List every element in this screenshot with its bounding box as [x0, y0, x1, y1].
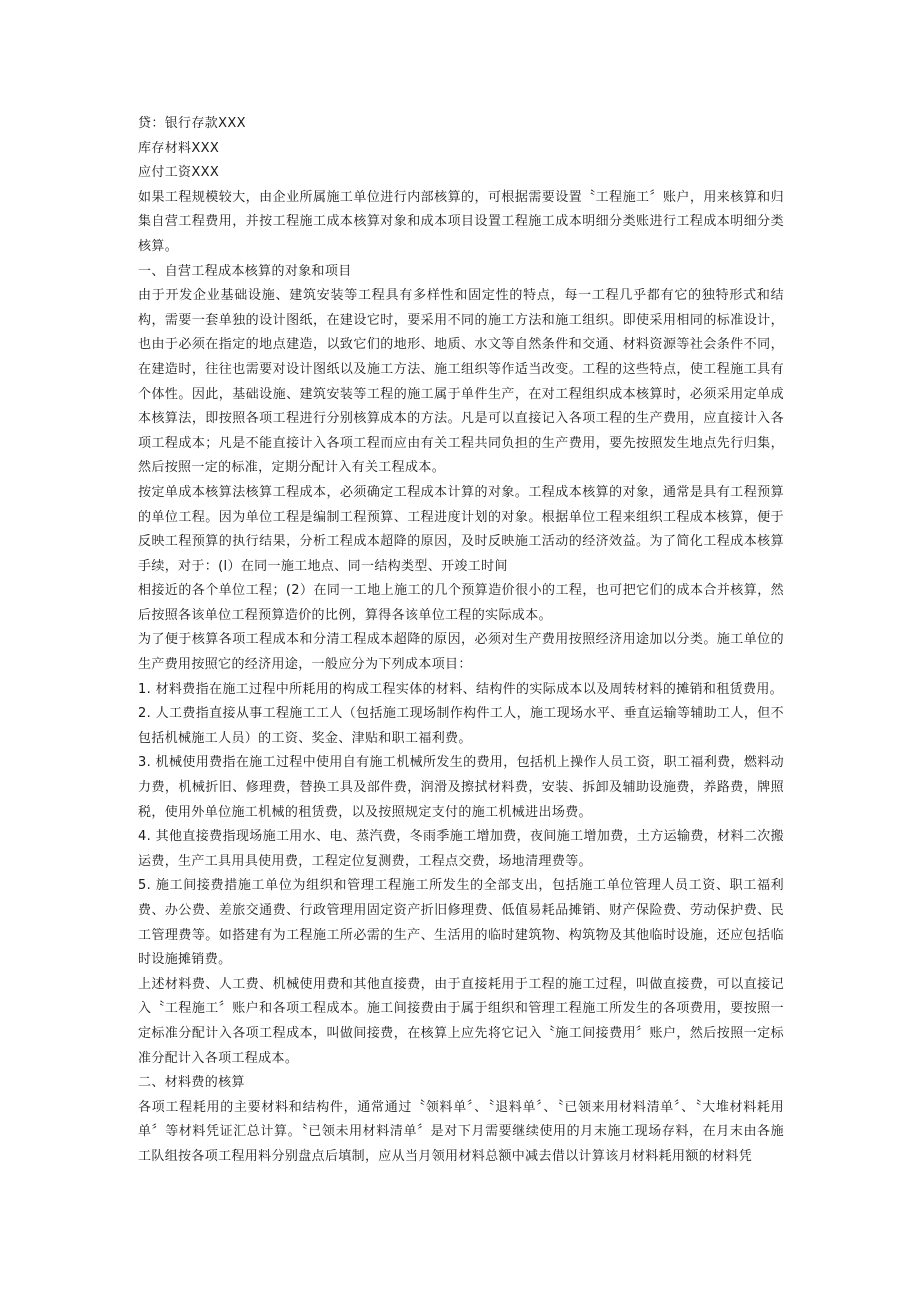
- section-heading: 二、材料费的核算: [138, 1075, 245, 1091]
- list-item: 4. 其他直接费指现场施工用水、电、蒸汽费，冬雨季施工增加费，夜间施工增加费，土方运输费，材料二次搬运费，生产工具用具使用费，工程定位复测费，工程点交费，场地清理费等。: [138, 829, 784, 869]
- list-item: 1. 材料费指在施工过程中所耗用的构成工程实体的材料、结构件的实际成本以及周转材料的摊销和租赁费用。: [138, 681, 784, 697]
- list-item: 5. 施工间接费措施工单位为组织和管理工程施工所发生的全部支出，包括施工单位管理人员工资、职工福利费、办公费、差旅交通费、行政管理用固定资产折旧修理费、低值易耗品摊销、财产保险费、劳动保护费、民工管理费等。如搭建有为工程施工所必需的生产、生活用的临时建筑物、构筑物及其他临时设施，还应包括临时设施摊销费。: [138, 878, 784, 968]
- paragraph: 为了便于核算各项工程成本和分清工程成本超降的原因，必须对生产费用按照经济用途加以分类。施工单位的生产费用按照它的经济用途，一般应分为下列成本项目：: [138, 632, 784, 673]
- paragraph: 相接近的各个单位工程；(2）在同一工地上施工的几个预算造价很小的工程，也可把它们的成本合并核算，然后按照各该单位工程预算造价的比例，算得各该单位工程的实际成本。: [138, 583, 784, 623]
- document-body: [138, 112, 784, 1170]
- section-heading: 一、自营工程成本核算的对象和项目: [138, 263, 352, 279]
- list-item: 2. 人工费指直接从事工程施工工人（包括施工现场制作构件工人，施工现场水平、垂直运输等辅助工人，但不包括机械施工人员）的工资、奖金、津贴和职工福利费。: [138, 706, 784, 746]
- paragraph: 如果工程规模较大，由企业所属施工单位进行内部核算的，可根据需要设置〝工程施工〞账户，用来核算和归集自营工程费用，并按工程施工成本核算对象和成本项目设置工程施工成本明细分类账进行工程成本明细分类核算。: [138, 189, 784, 254]
- paragraph: 各项工程耗用的主要材料和结构件，通常通过〝领料单〞、〝退料单〞、〝已领来用材料清单〞、〝大堆材料耗用单〞等材料凭证汇总计算。〝已领未用材料清单〞是对下月需要继续使用的月末施工现场存料，在月末由各施工队组按各项工程用料分别盘点后填制，应从当月领用材料总额中减去借以计算该月材料耗用额的材料凭: [138, 1099, 784, 1164]
- paragraph: 按定单成本核算法核算工程成本，必须确定工程成本计算的对象。工程成本核算的对象，通常是具有工程预算的单位工程。因为单位工程是编制工程预算、工程进度计划的对象。根据单位工程来组织工程成本核算，便于反映工程预算的执行结果，分析工程成本超降的原因，及时反映施工活动的经济效益。为了简化工程成本核算手续，对于：(l）在同一施工地点、同一结构类型、开竣工时间: [138, 484, 784, 574]
- paragraph: 贷：银行存款XXX: [138, 116, 246, 131]
- paragraph: 应付工资XXX: [138, 165, 220, 181]
- paragraph: 由于开发企业基础设施、建筑安装等工程具有多样性和固定性的特点，每一工程几乎都有它的独特形式和结构，需要一套单独的设计图纸，在建设它时，要采用不同的施工方法和施工组织。即使采用相同的标准设计，也由于必须在指定的地点建造，以致它们的地形、地质、水文等自然条件和交通、材料资源等社会条件不同，在建造时，往往也需要对设计图纸以及施工方法、施工组织等作适当改变。工程的这些特点，使工程施工具有个体性。因此，基础设施、建筑安装等工程的施工属于单件生产，在对工程组织成本核算时，必须采用定单成本核算法，即按照各项工程进行分别核算成本的方法。凡是可以直接记入各项工程的生产费用，应直接计入各项工程成本；凡是不能直接计入各项工程而应由有关工程共同负担的生产费用，要先按照发生地点先行归集，然后按照一定的标准，定期分配计入有关工程成本。: [138, 288, 784, 476]
- paragraph: 上述材料费、人工费、机械使用费和其他直接费，由于直接耗用于工程的施工过程，叫做直接费，可以直接记入〝工程施工〞账户和各项工程成本。施工间接费由于属于组织和管理工程施工所发生的各项费用，要按照一定标准分配计入各项工程成本，叫做间接费，在核算上应先将它记入〝施工间接费用〞账户，然后按照一定标准分配计入各项工程成本。: [138, 976, 784, 1066]
- list-item: 3. 机械使用费指在施工过程中使用自有施工机械所发生的费用，包括机上操作人员工资，职工福利费，燃料动力费，机械折旧、修理费，替换工具及部件费，润滑及擦拭材料费，安装、拆卸及辅助设施费，养路费，牌照税，使用外单位施工机械的租赁费，以及按照规定支付的施工机械进出场费。: [138, 755, 784, 820]
- paragraph: 库存材料XXX: [138, 140, 220, 156]
